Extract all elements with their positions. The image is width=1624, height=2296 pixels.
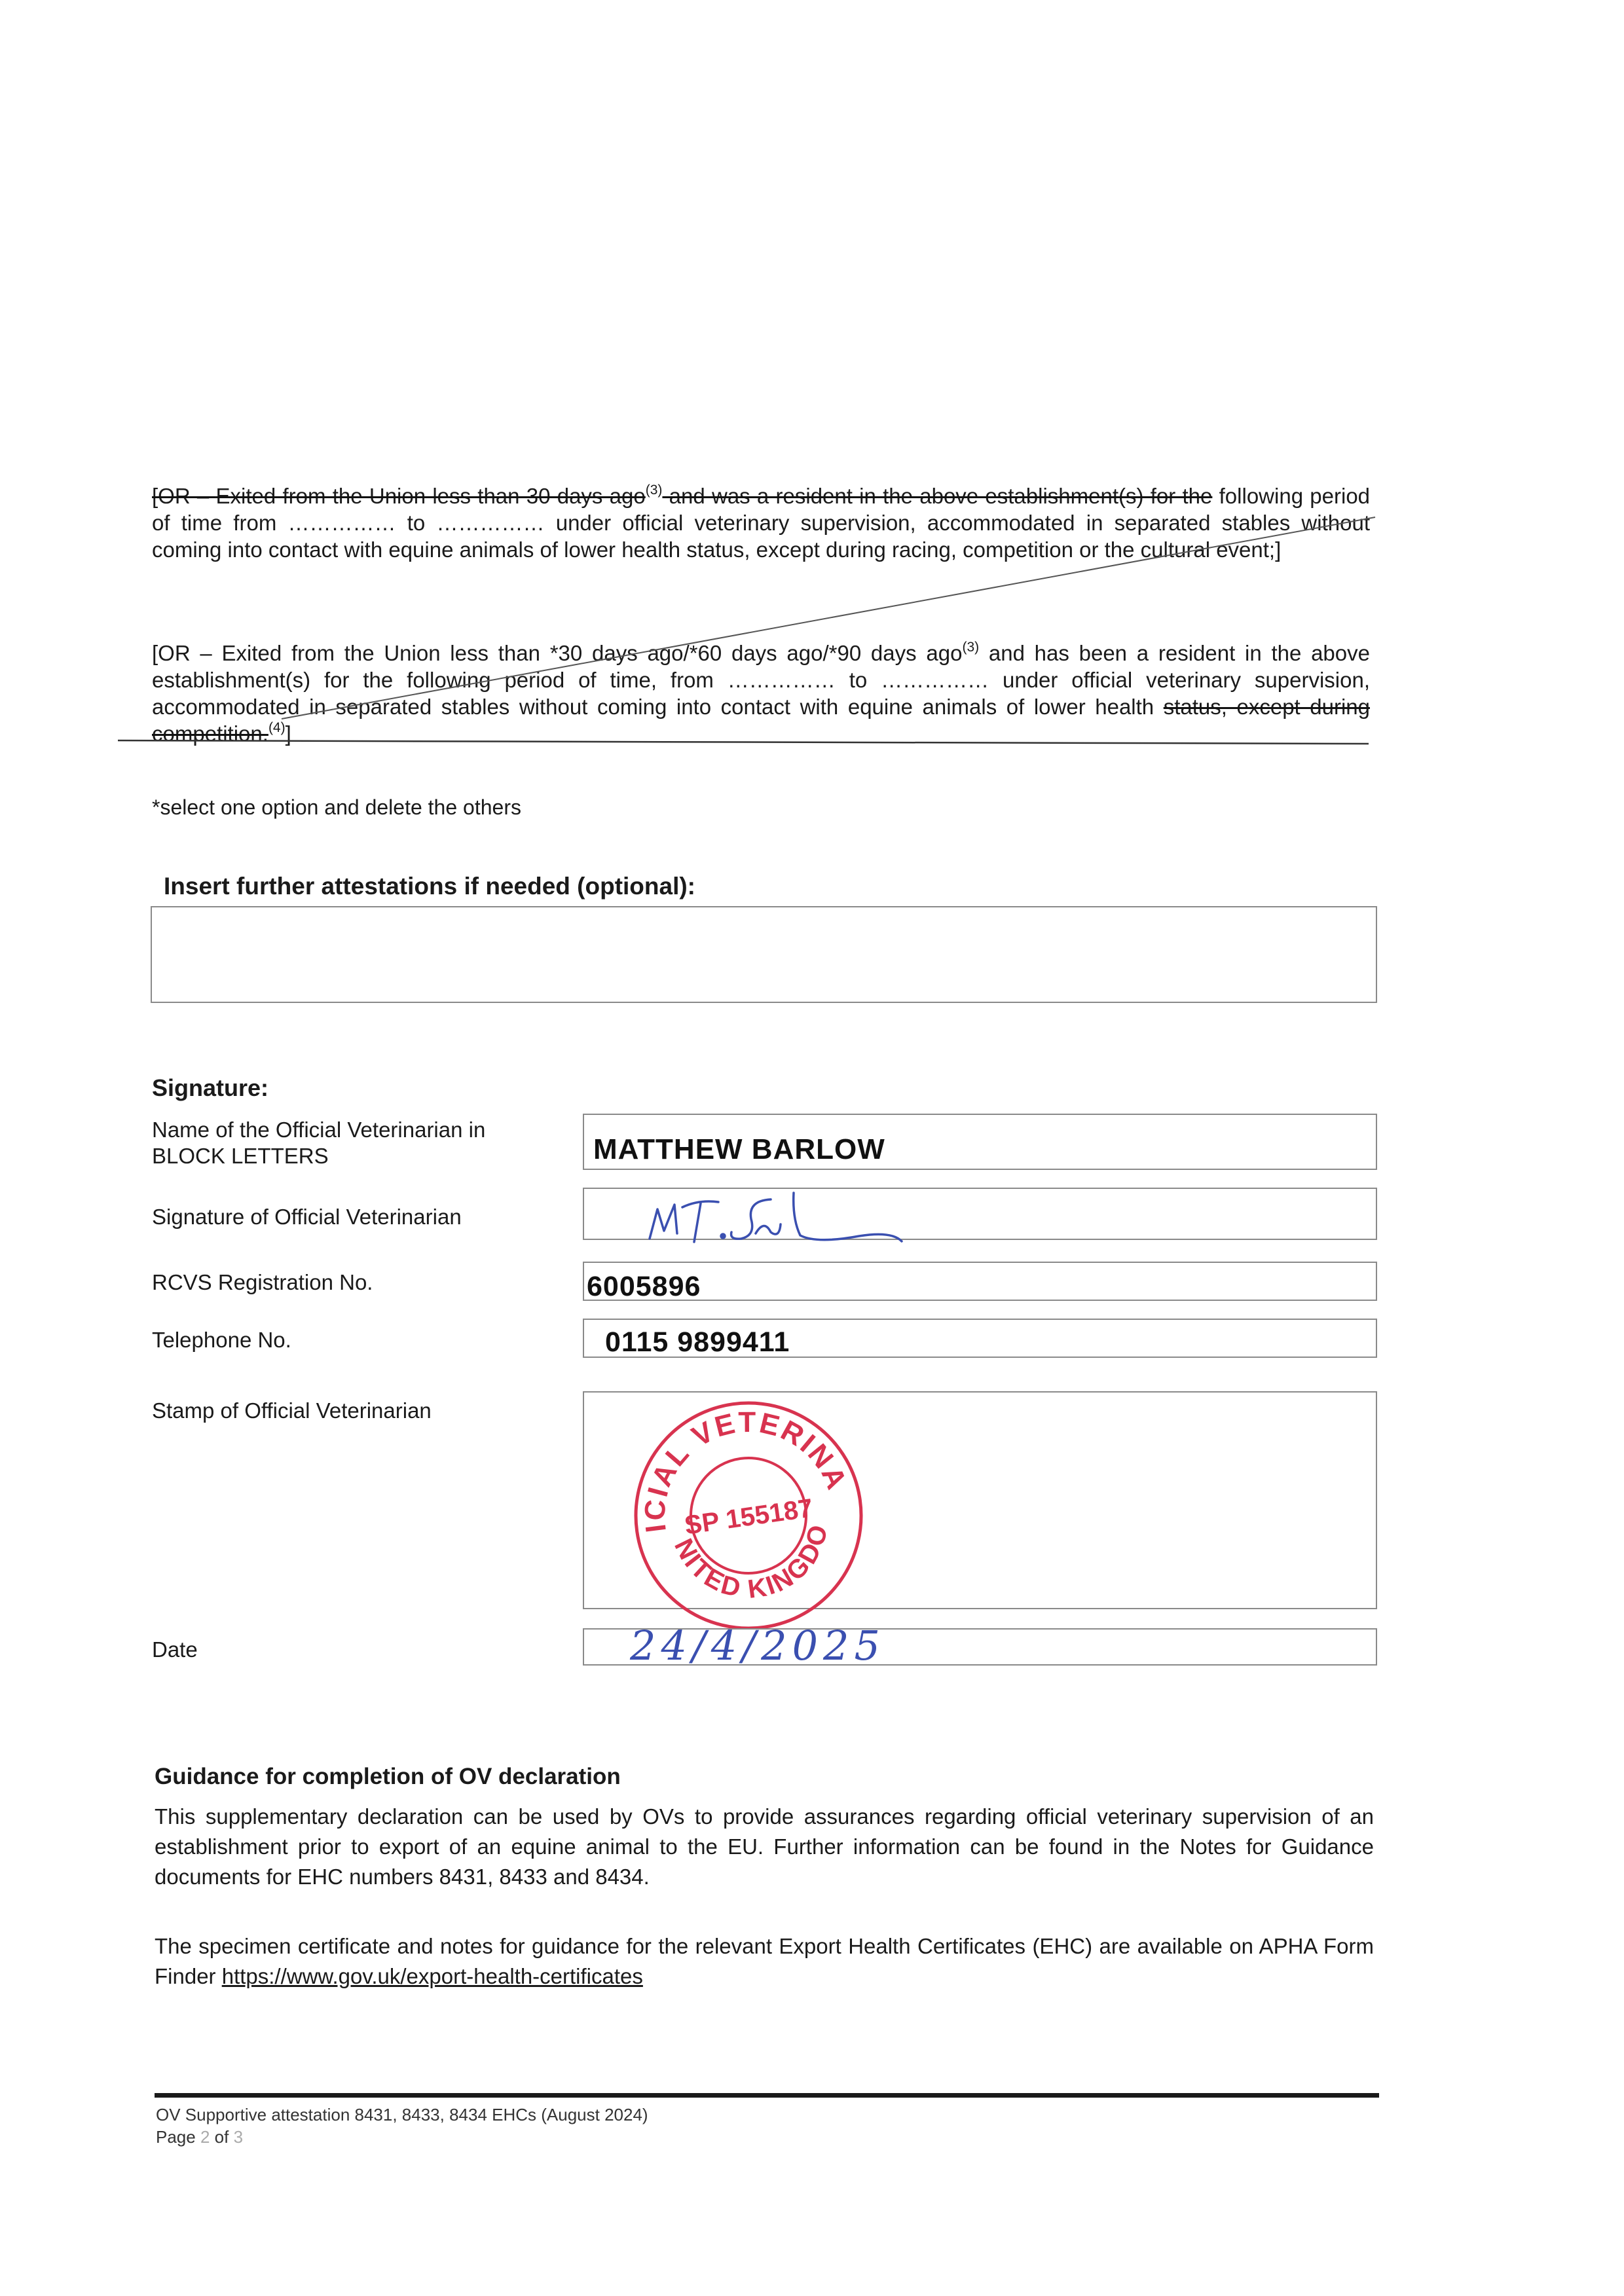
guidance-paragraph-2-text: The specimen certificate and notes for guidance for the relevant Export Health Certificates (EHC) are available on APHA Form Finder <box>155 1934 1374 1988</box>
export-health-certificates-link[interactable]: https://www.gov.uk/export-health-certificates <box>221 1964 643 1988</box>
guidance-heading: Guidance for completion of OV declaration <box>155 1764 621 1789</box>
official-stamp <box>618 1388 879 1643</box>
rcvs-field[interactable] <box>583 1262 1377 1301</box>
option-a-prefix: [OR – <box>152 484 216 508</box>
guidance-paragraph-1: This supplementary declaration can be used by OVs to provide assurances regarding official veterinary supervision of an establishment prior to export of an equine animal to the EU. Further information can be found in the Notes for Guidance documents for EHC numbers 8431, 8433 and 8434. <box>155 1804 1374 1889</box>
footer-page-sep: of <box>210 2127 234 2147</box>
deletion-line-diagonal <box>282 517 1375 719</box>
deletion-line-bottom <box>118 740 1369 744</box>
signature-label: Signature of Official Veterinarian <box>152 1205 462 1229</box>
option-b-text-2: and has been a resident in the above establishment(s) for the following period of time, from …………… to …………… under official veterinary supervision, accommodated in separated stables without coming into contact with equine animals of lower health <box>152 641 1370 719</box>
date-field[interactable] <box>583 1622 1377 1669</box>
select-note: *select one option and delete the others <box>152 795 521 819</box>
rcvs-label: RCVS Registration No. <box>152 1270 373 1294</box>
further-attestations-box[interactable] <box>151 906 1377 1003</box>
option-b-text-1: [OR – Exited from the Union less than *30 days ago/*60 days ago/*90 days ago <box>152 641 963 665</box>
telephone-label: Telephone No. <box>152 1328 291 1352</box>
telephone-field[interactable] <box>583 1319 1377 1358</box>
date-label: Date <box>152 1637 198 1662</box>
date-value: 24/4/2025 <box>630 1622 885 1669</box>
stamp-code: SP 155187 <box>682 1493 815 1540</box>
option-a-text: following period of time from …………… to …………… under official veterinary supervision, accommodated in separated stables without coming into contact with equine animals of lower health status, except during racing, competition or the cultural event;] <box>152 484 1371 562</box>
telephone-value: 0115 9899411 <box>605 1326 790 1358</box>
signature-field[interactable] <box>583 1188 1377 1240</box>
stamp-bottom-text: UNITED KINGDOM <box>669 1520 834 1605</box>
option-a-footnote-ref: (3) <box>645 483 663 498</box>
rcvs-value: 6005896 <box>587 1271 701 1302</box>
handwritten-signature <box>584 1173 925 1252</box>
option-a-struck-text-2: and was a resident in the above establishment(s) for the <box>662 484 1213 508</box>
name-label-line-2: BLOCK LETTERS <box>152 1144 329 1168</box>
stamp-label: Stamp of Official Veterinarian <box>152 1398 432 1423</box>
name-label-line-1: Name of the Official Veterinarian in <box>152 1118 486 1142</box>
option-b-close: ] <box>285 721 291 746</box>
footer-doc-ref: OV Supportive attestation 8431, 8433, 8434 EHCs (August 2024) <box>156 2105 648 2124</box>
guidance-paragraph-2 <box>155 1931 1374 1992</box>
footer-rule <box>155 2093 1379 2098</box>
option-b-footnote-ref-1: (3) <box>962 640 980 655</box>
name-value: MATTHEW BARLOW <box>593 1133 885 1165</box>
deletion-strokes <box>0 0 1624 786</box>
name-field[interactable] <box>583 1114 1377 1170</box>
footer-page-current: 2 <box>200 2127 210 2147</box>
further-attestations-heading: Insert further attestations if needed (optional): <box>164 873 695 900</box>
option-b-footnote-ref-2: (4) <box>268 720 286 735</box>
stamp-top-text: OFFICIAL VETERINARIAN <box>638 1406 854 1535</box>
footer-text <box>156 2104 648 2148</box>
option-b-struck-tail: status, except during competition. <box>152 695 1370 746</box>
footer-page-prefix: Page <box>156 2127 200 2147</box>
option-a-struck-text-1: Exited from the Union less than 30 days ago <box>215 484 646 508</box>
footer-page-total: 3 <box>233 2127 244 2147</box>
footer-page-number <box>156 2126 648 2148</box>
name-label <box>152 1117 485 1169</box>
signature-heading: Signature: <box>152 1074 269 1101</box>
